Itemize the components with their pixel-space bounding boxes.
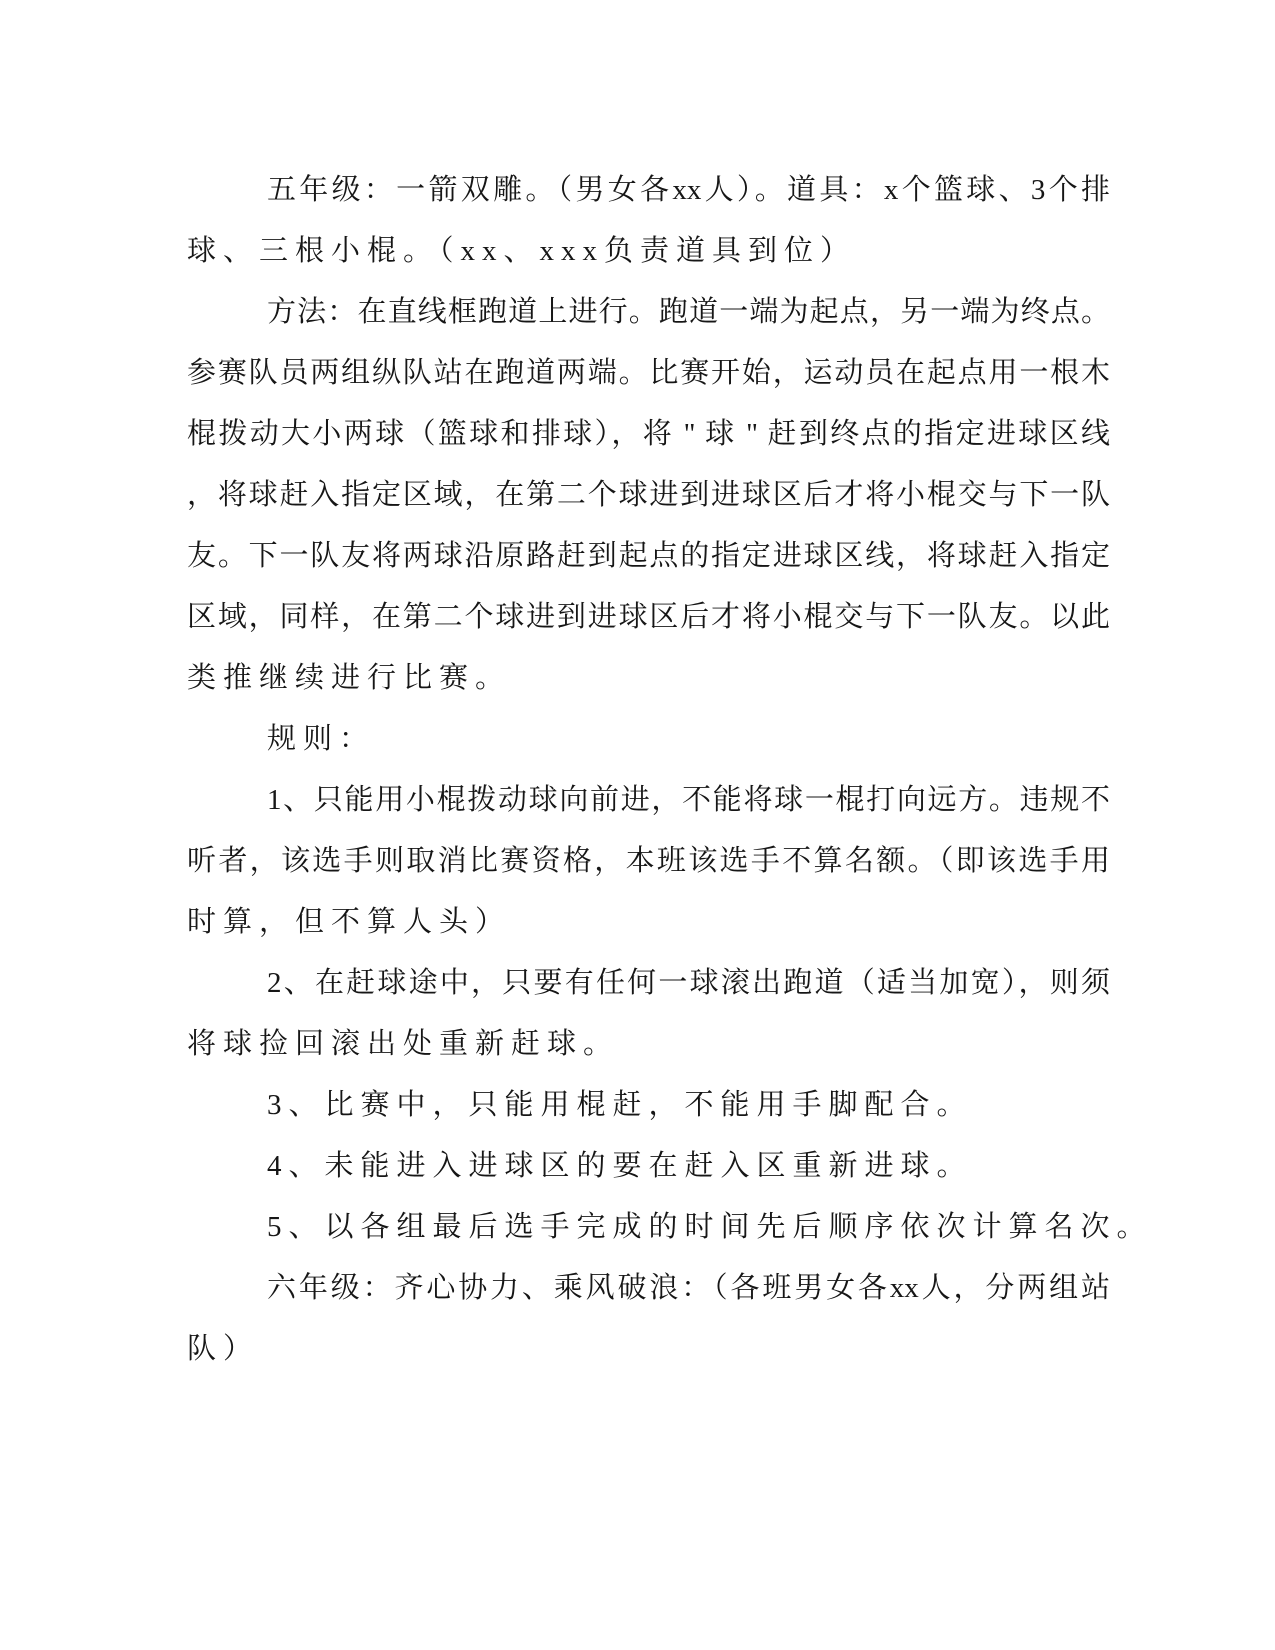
paragraph <box>187 1197 1153 1258</box>
text-line: 时算，但不算人头） <box>187 906 512 938</box>
paragraph <box>187 282 1110 709</box>
paragraph <box>187 1136 1110 1197</box>
text-line: 球、三根小棍。（xx、xxx负责道具到位） <box>187 235 857 267</box>
paragraph <box>187 709 1110 770</box>
text-line: 方法：在直线框跑道上进行。跑道一端为起点，另一端为终点。 <box>267 296 1110 328</box>
text-line: 4、未能进入进球区的要在赶入区重新进球。 <box>267 1150 973 1182</box>
text-line: 六年级：齐心协力、乘风破浪：（各班男女各xx人，分两组站 <box>267 1272 1110 1304</box>
text-line: 区域，同样，在第二个球进到进球区后才将小棍交与下一队友。以此 <box>187 601 1110 633</box>
paragraph <box>187 160 1110 282</box>
text-line: 将球捡回滚出处重新赶球。 <box>187 1028 620 1060</box>
paragraph <box>187 1075 1110 1136</box>
text-line: 5、以各组最后选手完成的时间先后顺序依次计算名次。 <box>267 1211 1153 1243</box>
text-line: 2、在赶球途中，只要有任何一球滚出跑道（适当加宽），则须 <box>267 967 1110 999</box>
text-line: ，将球赶入指定区域，在第二个球进到进球区后才将小棍交与下一队 <box>187 479 1110 511</box>
document-body <box>187 160 1153 1380</box>
paragraph <box>187 953 1110 1075</box>
text-line: 类推继续进行比赛。 <box>187 662 512 694</box>
text-line: 五年级：一箭双雕。（男女各xx人）。道具：x个篮球、3个排 <box>267 174 1110 206</box>
paragraph <box>187 770 1110 953</box>
paragraph <box>187 1258 1110 1380</box>
text-line: 1、只能用小棍拨动球向前进，不能将球一棍打向远方。违规不 <box>267 784 1110 816</box>
text-line: 听者，该选手则取消比赛资格，本班该选手不算名额。（即该选手用 <box>187 845 1110 877</box>
text-line: 规则： <box>267 723 376 755</box>
text-line: 参赛队员两组纵队站在跑道两端。比赛开始，运动员在起点用一根木 <box>187 357 1110 389</box>
text-line: 队） <box>187 1333 260 1365</box>
text-line: 友。下一队友将两球沿原路赶到起点的指定进球区线，将球赶入指定 <box>187 540 1110 572</box>
text-line: 3、比赛中，只能用棍赶，不能用手脚配合。 <box>267 1089 973 1121</box>
text-line: 棍拨动大小两球（篮球和排球），将 " 球 " 赶到终点的指定进球区线 <box>187 418 1110 450</box>
